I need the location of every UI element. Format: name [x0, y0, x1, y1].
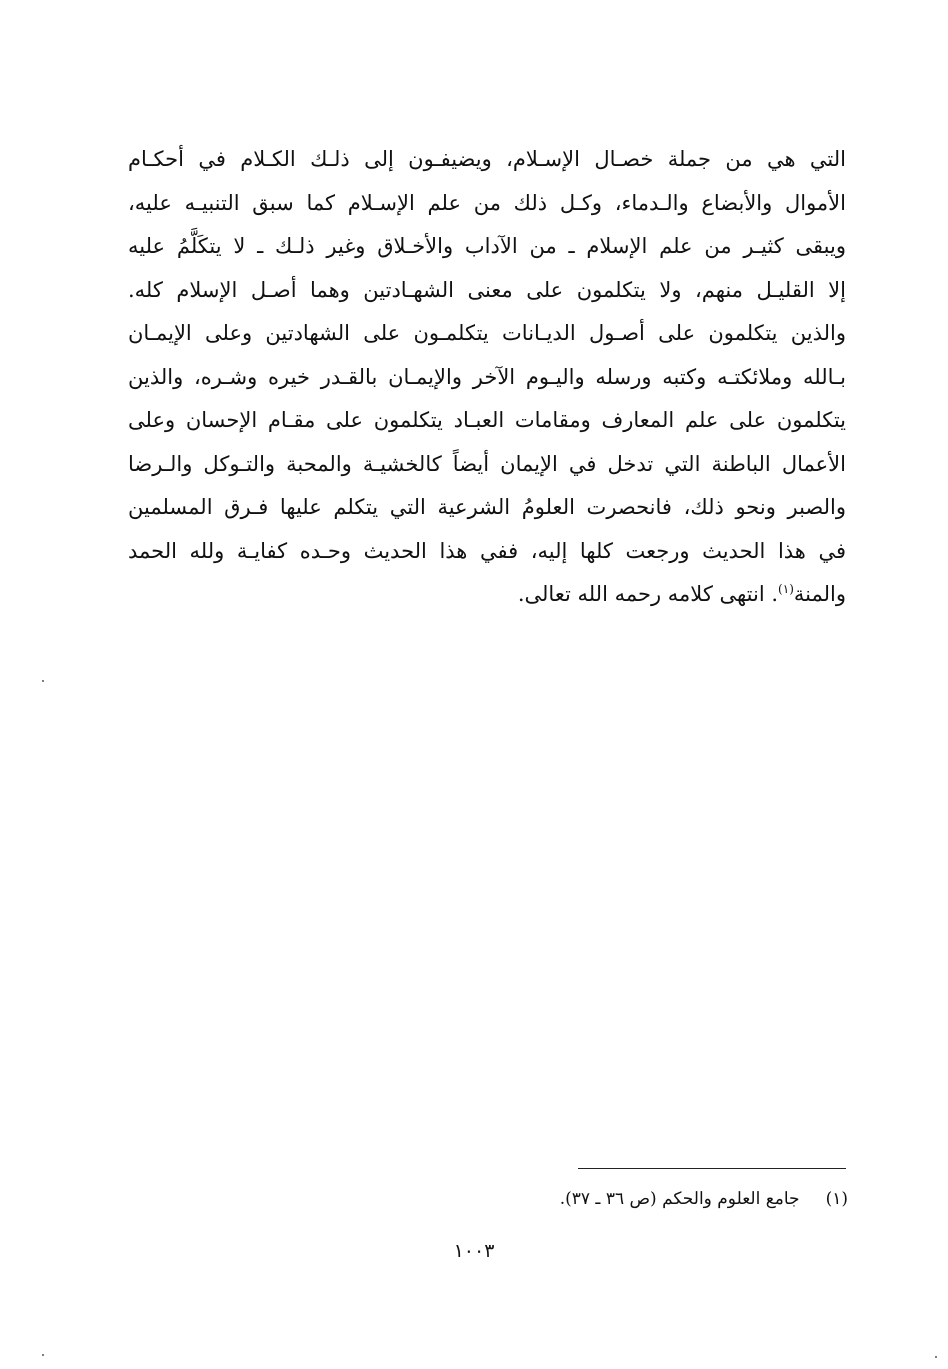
main-text — [128, 138, 846, 617]
page-number: ١٠٠٣ — [453, 1240, 495, 1262]
text-line: ويبقى كثيـر من علم الإسلام ـ من الآداب والأخـلاق وغير ذلـك ـ لا يتكَلَّمُ عليه — [128, 234, 846, 258]
text-line: الأعمال الباطنة التي تدخل في الإيمان أيضاً كالخشيـة والمحبة والتـوكل والـرضا — [128, 451, 846, 476]
text-line: والصبر ونحو ذلك، فانحصرت العلومُ الشرعية التي يتكلم عليها فـرق المسلمين — [128, 495, 846, 519]
text-line: في هذا الحديث ورجعت كلها إليه، ففي هذا الحديث وحـده كفايـة ولله الحمد — [128, 538, 846, 563]
footnote-text: جامع العلوم والحكم (ص ٣٦ ـ ٣٧). — [559, 1189, 800, 1209]
text-line: يتكلمون على علم المعارف ومقامات العبـاد يتكلمون على مقـام الإحسان وعلى — [128, 408, 846, 432]
text-line: الأموال والأبضاع والـدماء، وكـل ذلك من علم الإسـلام كما سبق التنبيـه عليه، — [128, 190, 846, 215]
scan-speck — [42, 1354, 44, 1356]
footnote-reference[interactable]: (١) — [778, 582, 794, 596]
footnote-divider — [578, 1168, 846, 1169]
footnote-number: (١) — [825, 1189, 848, 1209]
last-line-end: . انتهى كلامه رحمه الله تعالى. — [517, 582, 779, 606]
text-line: إلا القليـل منهم، ولا يتكلمون على معنى الشهـادتين وهما أصـل الإسلام كله. — [128, 277, 846, 302]
text-line: والذين يتكلمون على أصـول الديـانات يتكلمـون على الشهادتين وعلى الإيمـان — [128, 321, 846, 345]
scan-speck — [42, 680, 44, 682]
text-line: التي هي من جملة خصـال الإسـلام، ويضيفـون إلى ذلـك الكـلام في أحكـام — [128, 147, 846, 171]
footnote — [328, 1186, 848, 1212]
scan-speck — [935, 1356, 937, 1358]
text-line-last — [128, 573, 846, 617]
text-line: بـالله وملائكتـه وكتبه ورسله واليـوم الآخر والإيمـان بالقـدر خيره وشـره، والذين — [128, 364, 846, 389]
last-line-start: والمنة — [793, 582, 846, 606]
